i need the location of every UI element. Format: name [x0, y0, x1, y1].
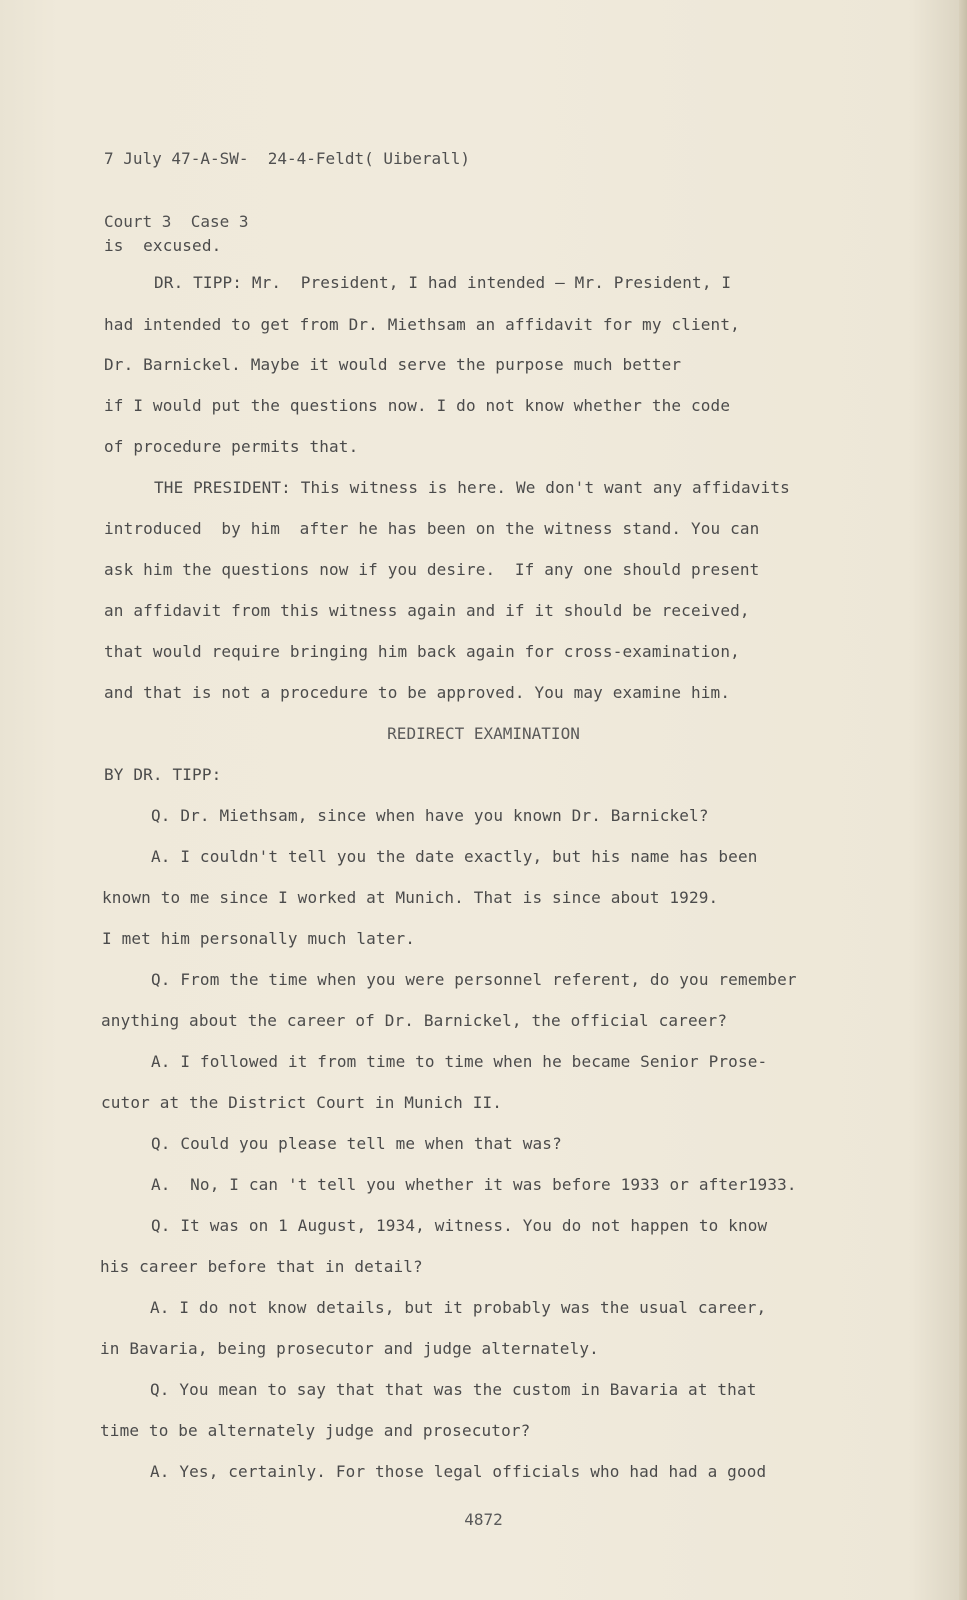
text-line: is excused. [104, 236, 222, 255]
text-line: Q. Dr. Miethsam, since when have you known Dr. Barnickel? [151, 806, 709, 825]
text-line: cutor at the District Court in Munich II. [101, 1093, 503, 1112]
text-line: his career before that in detail? [100, 1257, 423, 1276]
text-line: Dr. Barnickel. Maybe it would serve the purpose much better [104, 355, 682, 374]
text-line: introduced by him after he has been on the witness stand. You can [104, 519, 760, 538]
header-line-court-case: Court 3 Case 3 [104, 212, 249, 231]
text-line: A. I couldn't tell you the date exactly, but his name has been [151, 847, 758, 866]
text-line: if I would put the questions now. I do not know whether the code [104, 396, 731, 415]
text-line: DR. TIPP: Mr. President, I had intended — Mr. President, I [154, 273, 732, 292]
text-line: in Bavaria, being prosecutor and judge alternately. [100, 1339, 599, 1358]
text-line: A. No, I can 't tell you whether it was before 1933 or after1933. [151, 1175, 797, 1194]
text-line: an affidavit from this witness again and if it should be received, [104, 601, 750, 620]
section-heading: REDIRECT EXAMINATION [387, 724, 580, 743]
text-line: of procedure permits that. [104, 437, 359, 456]
text-line: A. Yes, certainly. For those legal officials who had had a good [150, 1462, 767, 1481]
text-line: Q. It was on 1 August, 1934, witness. You do not happen to know [151, 1216, 768, 1235]
text-line: time to be alternately judge and prosecutor? [100, 1421, 531, 1440]
text-line: ask him the questions now if you desire. If any one should present [104, 560, 760, 579]
text-line: BY DR. TIPP: [104, 765, 222, 784]
text-line: known to me since I worked at Munich. That is since about 1929. [102, 888, 719, 907]
text-line: A. I followed it from time to time when he became Senior Prose- [151, 1052, 768, 1071]
text-line: A. I do not know details, but it probably was the usual career, [150, 1298, 767, 1317]
text-line: had intended to get from Dr. Miethsam an affidavit for my client, [104, 315, 740, 334]
text-line: THE PRESIDENT: This witness is here. We don't want any affidavits [154, 478, 790, 497]
text-line: anything about the career of Dr. Barnickel, the official career? [101, 1011, 728, 1030]
text-line: and that is not a procedure to be approved. You may examine him. [104, 683, 731, 702]
text-line: I met him personally much later. [102, 929, 416, 948]
text-line: Q. Could you please tell me when that was? [151, 1134, 562, 1153]
text-line: Q. From the time when you were personnel referent, do you remember [151, 970, 797, 989]
header-line-date-ref: 7 July 47-A-SW- 24-4-Feldt( Uiberall) [104, 149, 471, 168]
page-number: 4872 [464, 1510, 503, 1529]
page-edge [959, 0, 967, 1600]
text-line: that would require bringing him back again for cross-examination, [104, 642, 740, 661]
text-line: Q. You mean to say that that was the custom in Bavaria at that [150, 1380, 757, 1399]
